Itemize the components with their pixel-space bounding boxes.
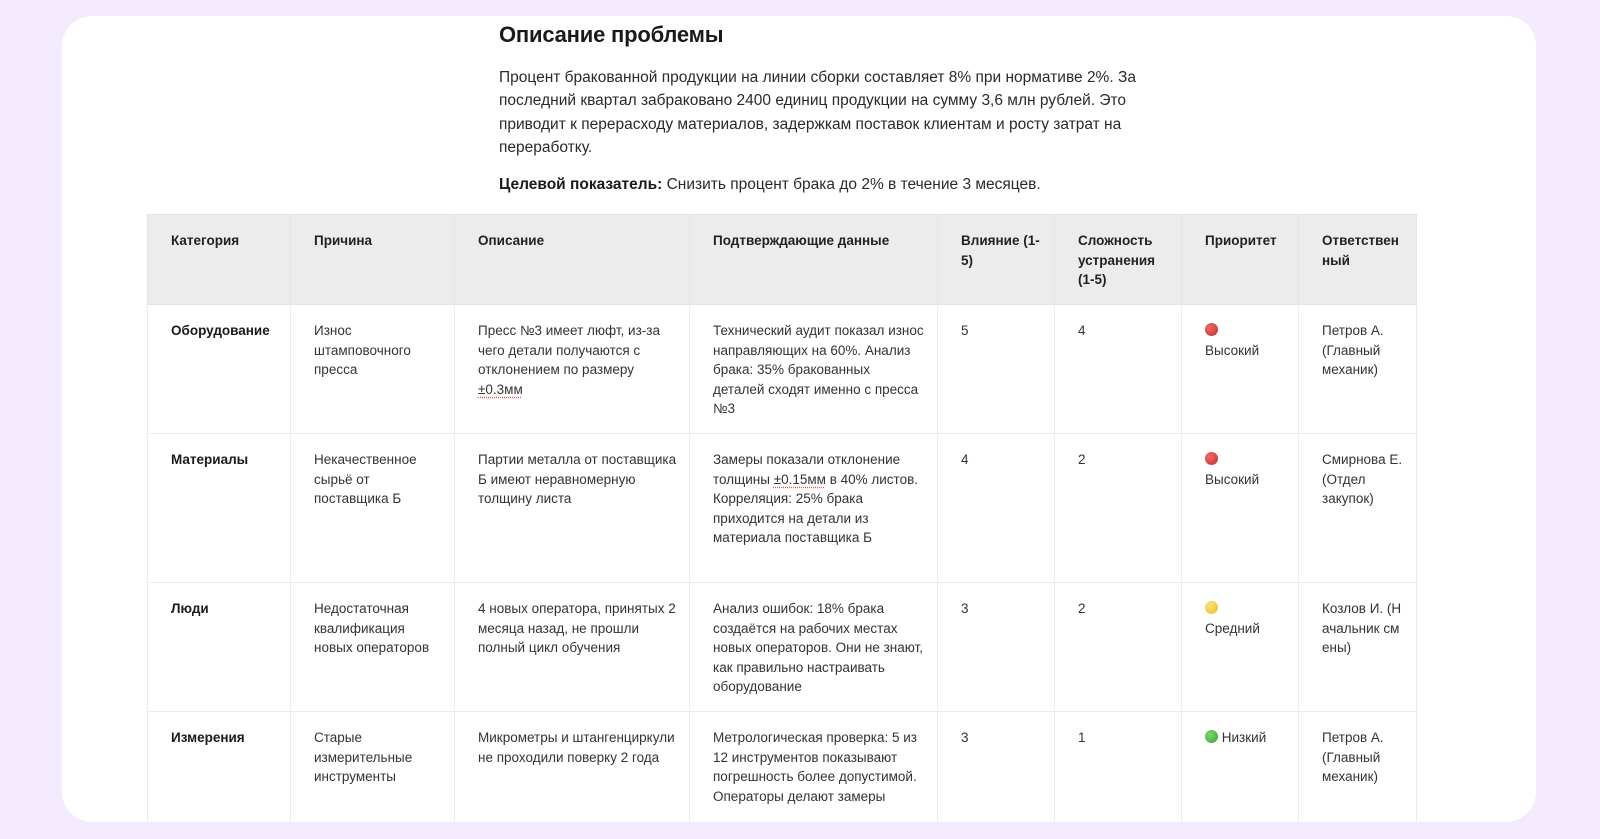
cell-owner: Петров А. (Главный механик)	[1299, 712, 1417, 823]
cell-description: Микрометры и штангенциркули не проходили поверку 2 года	[455, 712, 690, 823]
table-row	[148, 305, 1417, 434]
cell-evidence: Технический аудит показал износ направляющих на 60%. Анализ брака: 35% бракованных деталей сходят именно с пресса №3	[690, 305, 938, 434]
cell-priority	[1182, 434, 1299, 583]
cell-impact: 5	[938, 305, 1055, 434]
column-header-owner: Ответственный	[1299, 215, 1417, 305]
section-title: Описание проблемы	[499, 22, 724, 47]
cell-cause: Износ штамповочного пресса	[291, 305, 455, 434]
cell-owner: Петров А. (Главный механик)	[1299, 305, 1417, 434]
priority-label: Средний	[1205, 620, 1260, 636]
spellcheck-flag: ±0.15мм	[773, 471, 826, 487]
cell-evidence: Метрологическая проверка: 5 из 12 инструментов показывают погрешность более допустимой. Операторы делают замеры	[690, 712, 938, 823]
cell-impact: 4	[938, 434, 1055, 583]
root-cause-table	[147, 214, 1417, 822]
cell-evidence: Замеры показали отклонение толщины ±0.15мм в 40% листов. Корреляция: 25% брака приходится на детали из материала поставщика Б	[690, 434, 938, 583]
cell-priority	[1182, 583, 1299, 712]
cell-priority	[1182, 305, 1299, 434]
column-header-category: Категория	[148, 215, 291, 305]
problem-description: Процент бракованной продукции на линии сборки составляет 8% при нормативе 2%. За последний квартал забраковано 2400 единиц продукции на сумму 3,6 млн рублей. Это приводит к перерасходу материалов, задержкам поставок клиентам и росту затрат на переработку.	[499, 69, 1136, 156]
table-header-row	[148, 215, 1417, 305]
cell-category: Люди	[148, 583, 291, 712]
cell-owner: Козлов И. (Начальник смены)	[1299, 583, 1417, 712]
cell-category: Измерения	[148, 712, 291, 823]
cell-description: Партии металла от поставщика Б имеют неравномерную толщину листа	[455, 434, 690, 583]
cell-difficulty: 2	[1055, 434, 1182, 583]
cell-category: Материалы	[148, 434, 291, 583]
cell-cause: Некачественное сырьё от поставщика Б	[291, 434, 455, 583]
column-header-cause: Причина	[291, 215, 455, 305]
cell-priority	[1182, 712, 1299, 823]
cell-difficulty: 1	[1055, 712, 1182, 823]
column-header-evidence: Подтверждающие данные	[690, 215, 938, 305]
cell-description: Пресс №3 имеет люфт, из-за чего детали получаются с отклонением по размеру ±0.3мм	[455, 305, 690, 434]
table-row	[148, 583, 1417, 712]
red-circle-icon	[1205, 452, 1218, 465]
cell-evidence: Анализ ошибок: 18% брака создаётся на рабочих местах новых операторов. Они не знают, как правильно настраивать оборудование	[690, 583, 938, 712]
column-header-difficulty: Сложность устранения (1-5)	[1055, 215, 1182, 305]
cell-description: 4 новых оператора, принятых 2 месяца назад, не прошли полный цикл обучения	[455, 583, 690, 712]
cell-difficulty: 4	[1055, 305, 1182, 434]
target-label: Целевой показатель:	[499, 176, 663, 193]
spellcheck-flag: ±0.3мм	[478, 381, 523, 397]
column-header-description: Описание	[455, 215, 690, 305]
document-card	[62, 16, 1536, 822]
priority-label: Высокий	[1205, 342, 1260, 358]
cell-impact: 3	[938, 712, 1055, 823]
target-metric	[499, 174, 1041, 196]
cell-category: Оборудование	[148, 305, 291, 434]
column-header-priority: Приоритет	[1182, 215, 1299, 305]
green-circle-icon	[1205, 730, 1218, 743]
priority-label: Высокий	[1205, 471, 1260, 487]
cell-owner: Смирнова Е. (Отдел закупок)	[1299, 434, 1417, 583]
cell-impact: 3	[938, 583, 1055, 712]
table-row	[148, 712, 1417, 823]
cell-cause: Недостаточная квалификация новых операторов	[291, 583, 455, 712]
yellow-circle-icon	[1205, 601, 1218, 614]
cell-difficulty: 2	[1055, 583, 1182, 712]
cell-cause: Старые измерительные инструменты	[291, 712, 455, 823]
table-row	[148, 434, 1417, 583]
column-header-impact: Влияние (1-5)	[938, 215, 1055, 305]
red-circle-icon	[1205, 323, 1218, 336]
priority-label: Низкий	[1221, 730, 1267, 745]
target-text: Снизить процент брака до 2% в течение 3 месяцев.	[662, 176, 1041, 193]
